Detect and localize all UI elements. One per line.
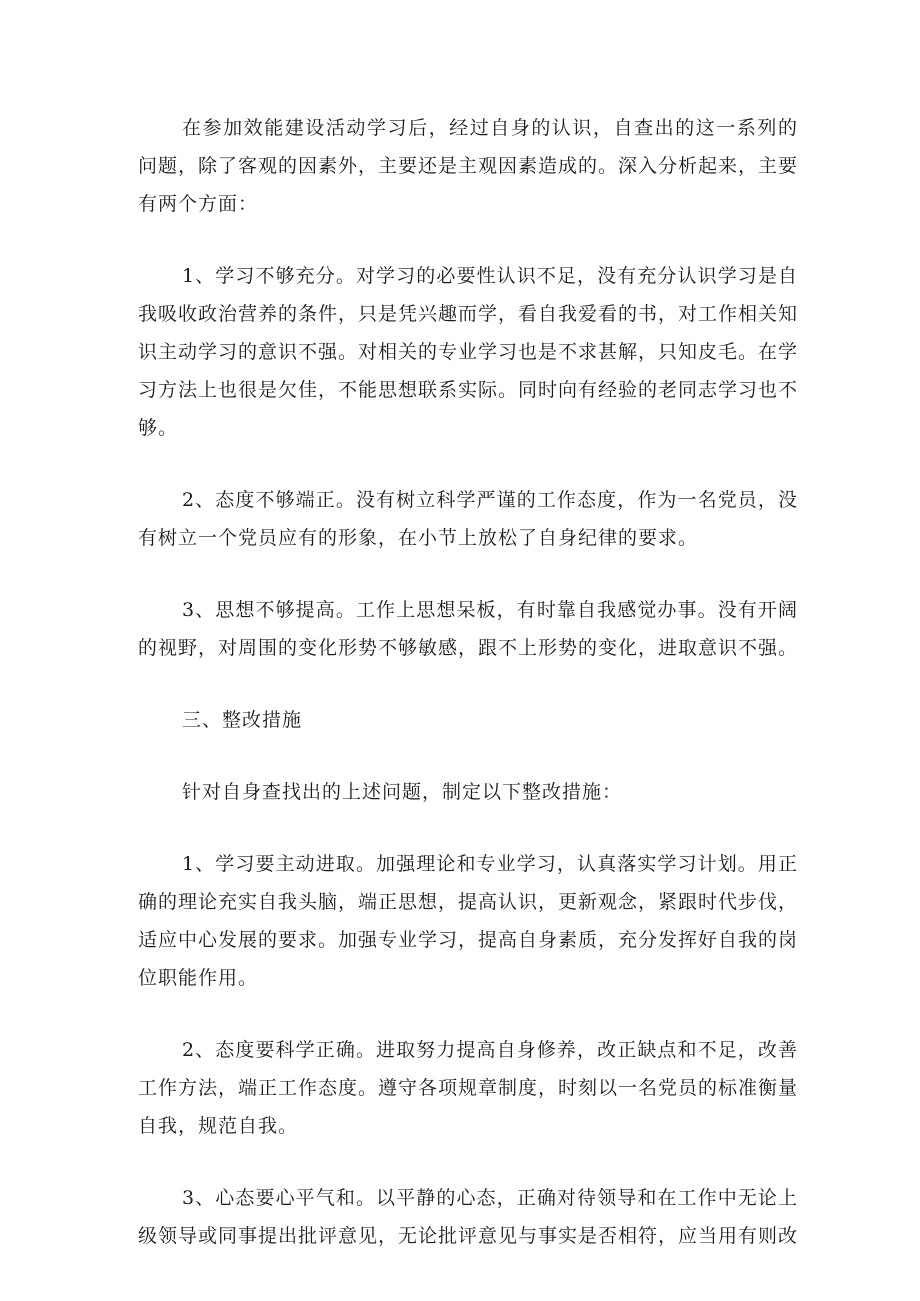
paragraph-rectification-intro: 针对自身查找出的上述问题，制定以下整改措施： xyxy=(182,781,623,803)
paragraph-analysis-intro: 在参加效能建设活动学习后，经过自身的认识，自查出的这一系列的问题，除了客观的因素外，主要还是主观因素造成的。深入分析起来，主要有两个方面： xyxy=(138,117,799,215)
document-body xyxy=(138,109,798,1289)
paragraph-problem-study: 1、学习不够充分。对学习的必要性认识不足，没有充分认识学习是自我吸收政治营养的条件，只是凭兴趣而学，看自我爱看的书，对工作相关知识主动学习的意识不强。对相关的专业学习也是不求甚解，只知皮毛。在学习方法上也很是欠佳，不能思想联系实际。同时向有经验的老同志学习也不够。 xyxy=(138,265,799,439)
paragraph-measure-study: 1、学习要主动进取。加强理论和专业学习，认真落实学习计划。用正确的理论充实自我头脑，端正思想，提高认识，更新观念，紧跟时代步伐，适应中心发展的要求。加强专业学习，提高自身素质，充分发挥好自我的岗位职能作用。 xyxy=(138,853,799,989)
section-heading-rectification: 三、整改措施 xyxy=(182,709,303,731)
paragraph-measure-attitude: 2、态度要科学正确。进取努力提高自身修养，改正缺点和不足，改善工作方法，端正工作态度。遵守各项规章制度，时刻以一名党员的标准衡量自我，规范自我。 xyxy=(138,1039,799,1137)
paragraph-problem-attitude: 2、态度不够端正。没有树立科学严谨的工作态度，作为一名党员，没有树立一个党员应有的形象，在小节上放松了自身纪律的要求。 xyxy=(138,489,798,549)
paragraph-measure-mindset: 3、心态要心平气和。以平静的心态，正确对待领导和在工作中无论上级领导或同事提出批评意见，无论批评意见与事实是否相符，应当用有则改 xyxy=(138,1187,799,1247)
paragraph-problem-thinking: 3、思想不够提高。工作上思想呆板，有时靠自我感觉办事。没有开阔的视野，对周围的变化形势不够敏感，跟不上形势的变化，进取意识不强。 xyxy=(138,599,799,659)
